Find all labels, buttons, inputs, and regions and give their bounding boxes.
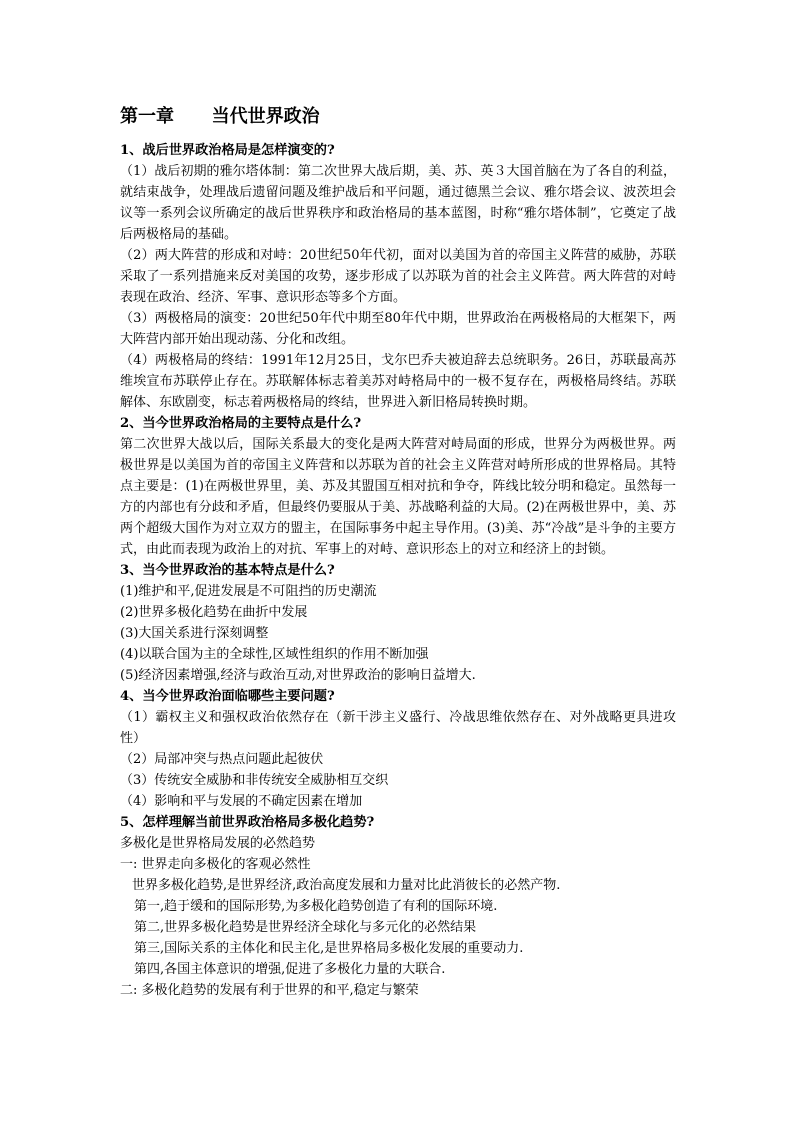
paragraph: 多极化是世界格局发展的必然趋势 bbox=[120, 836, 316, 851]
paragraph: （3）两极格局的演变：20世纪50年代中期至80年代中期，世界政治在两极格局的大框架下，两大阵营内部开始出现动荡、分化和改组。 bbox=[120, 311, 676, 347]
list-item: (5)经济因素增强,经济与政治互动,对世界政治的影响日益增大. bbox=[120, 668, 476, 683]
section-heading: 5、怎样理解当前世界政治格局多极化趋势? bbox=[120, 815, 375, 830]
list-item: （1）霸权主义和强权政治依然存在（新干涉主义盛行、冷战思维依然存在、对外战略更具进攻性） bbox=[120, 710, 676, 746]
list-item: （3）传统安全威胁和非传统安全威胁相互交织 bbox=[120, 773, 389, 788]
paragraph: 第一,趋于缓和的国际形势,为多极化趋势创造了有利的国际环境. bbox=[134, 899, 498, 914]
section-3 bbox=[120, 560, 676, 686]
paragraph: 世界多极化趋势,是世界经济,政治高度发展和力量对比此消彼长的必然产物. bbox=[132, 878, 561, 893]
paragraph: 一: 世界走向多极化的客观必然性 bbox=[120, 857, 311, 872]
paragraph: 第二,世界多极化趋势是世界经济全球化与多元化的必然结果 bbox=[134, 920, 477, 935]
section-1 bbox=[120, 140, 676, 413]
list-item: (2)世界多极化趋势在曲折中发展 bbox=[120, 605, 308, 620]
list-item: （4）影响和平与发展的不确定因素在增加 bbox=[120, 794, 363, 809]
paragraph: 第四,各国主体意识的增强,促进了多极化力量的大联合. bbox=[134, 962, 446, 977]
list-item: (3)大国关系进行深刻调整 bbox=[120, 626, 269, 641]
list-item: （2）局部冲突与热点问题此起彼伏 bbox=[120, 752, 324, 767]
paragraph: （2）两大阵营的形成和对峙：20世纪50年代初，面对以美国为首的帝国主义阵营的威胁，苏联采取了一系列措施来反对美国的攻势，逐步形成了以苏联为首的社会主义阵营。两大阵营的对峙表现在政治、经济、军事、意识形态等多个方面。 bbox=[120, 248, 676, 305]
section-4 bbox=[120, 686, 676, 812]
section-heading: 2、当今世界政治格局的主要特点是什么? bbox=[120, 416, 362, 431]
paragraph: （4）两极格局的终结：1991年12月25日，戈尔巴乔夫被迫辞去总统职务。26日，苏联最高苏维埃宣布苏联停止存在。苏联解体标志着美苏对峙格局中的一极不复存在，两极格局终结。苏联解体、东欧剧变，标志着两极格局的终结，世界进入新旧格局转换时期。 bbox=[120, 353, 676, 410]
section-2 bbox=[120, 413, 676, 560]
paragraph: 二: 多极化趋势的发展有利于世界的和平,稳定与繁荣 bbox=[120, 983, 419, 998]
paragraph: 第三,国际关系的主体化和民主化,是世界格局多极化发展的重要动力. bbox=[134, 941, 524, 956]
document-page bbox=[120, 104, 676, 1001]
section-5 bbox=[120, 812, 676, 1001]
section-heading: 3、当今世界政治的基本特点是什么? bbox=[120, 563, 335, 578]
paragraph: （1）战后初期的雅尔塔体制：第二次世界大战后期，美、苏、英３大国首脑在为了各自的利益，就结束战争，处理战后遗留问题及维护战后和平问题，通过德黑兰会议、雅尔塔会议、波茨坦会议等一系列会议所确定的战后世界秩序和政治格局的基本蓝图，时称“雅尔塔体制”，它奠定了战后两极格局的基础。 bbox=[120, 164, 676, 242]
chapter-title: 第一章 当代世界政治 bbox=[120, 106, 320, 127]
list-item: (1)维护和平,促进发展是不可阻挡的历史潮流 bbox=[120, 584, 377, 599]
section-heading: 4、当今世界政治面临哪些主要问题? bbox=[120, 689, 335, 704]
list-item: (4)以联合国为主的全球性,区域性组织的作用不断加强 bbox=[120, 647, 429, 662]
section-heading: 1、战后世界政治格局是怎样演变的? bbox=[120, 143, 335, 158]
paragraph: 第二次世界大战以后，国际关系最大的变化是两大阵营对峙局面的形成，世界分为两极世界。两极世界是以美国为首的帝国主义阵营和以苏联为首的社会主义阵营对峙所形成的世界格局。其特点主要是：(1)在两极世界里，美、苏及其盟国互相对抗和争夺，阵线比较分明和稳定。虽然每一方的内部也有分歧和矛盾，但最终仍要服从于美、苏战略利益的大局。(2)在两极世界中，美、苏两个超级大国作为对立双方的盟主，在国际事务中起主导作用。(3)美、苏“冷战”是斗争的主要方式，由此而表现为政治上的对抗、军事上的对峙、意识形态上的对立和经济上的封锁。 bbox=[120, 437, 676, 557]
